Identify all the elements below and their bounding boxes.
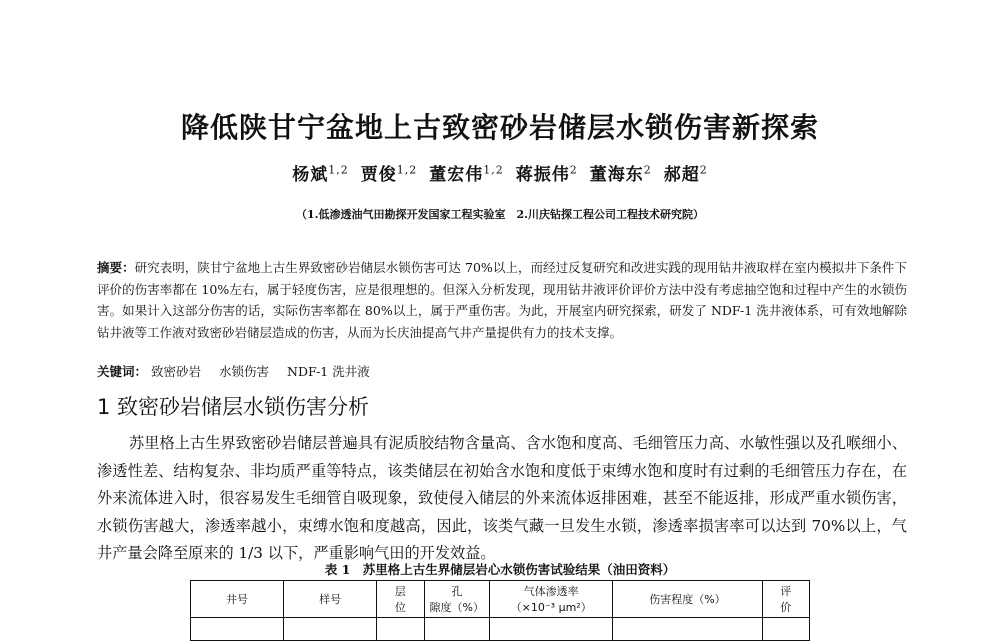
col-header-sample: 样号 <box>284 581 377 618</box>
keyword: 水锁伤害 <box>219 364 270 379</box>
author-affil-mark: 1,2 <box>396 163 418 177</box>
paper-title: 降低陕甘宁盆地上古致密砂岩储层水锁伤害新探索 <box>180 111 819 144</box>
author <box>292 165 349 185</box>
col-header-damage: 伤害程度（%） <box>613 581 762 618</box>
author-name: 董海东 <box>589 165 644 185</box>
author-name: 郝超 <box>663 165 700 185</box>
affiliations: （1.低渗透油气田勘探开发国家工程实验室 2.川庆钻探工程公司工程技术研究院） <box>296 208 704 221</box>
author-name: 杨斌 <box>292 165 329 185</box>
author-affil-mark: 2 <box>699 163 708 177</box>
results-table <box>190 580 810 641</box>
keywords <box>97 362 907 380</box>
author-name: 蒋振伟 <box>515 165 570 185</box>
table-row <box>191 618 810 641</box>
author-affil-mark: 2 <box>569 163 578 177</box>
col-header-evaluation: 评 价 <box>762 581 809 618</box>
author <box>516 165 578 185</box>
author-list <box>0 160 1000 185</box>
author-affil-mark: 1,2 <box>328 163 349 177</box>
author <box>429 165 504 185</box>
author-name: 贾俊 <box>360 165 397 185</box>
section-heading: 1 致密砂岩储层水锁伤害分析 <box>97 395 370 419</box>
keywords-label: 关键词： <box>97 364 148 379</box>
abstract-text: 研究表明，陕甘宁盆地上古生界致密砂岩储层水锁伤害可达 70%以上，而经过反复研究和改进实践的现用钻井液取样在室内模拟井下条件下评价的伤害率都在 10%左右，属于轻度伤害，应是很理想的。但深入分析发现，现用钻井液评价评价方法中没有考虑抽空饱和过程中产生的水锁伤害。如果计入这部分伤害的话，实际伤害率都在 80%以上，属于严重伤害。为此，开展室内研究探索，研发了 NDF-1 洗井液体系，可有效地解除钻井液等工作液对致密砂岩储层造成的伤害，从而为长庆油提高气井产量提供有力的技术支撑。 <box>97 260 907 340</box>
body-paragraph: 苏里格上古生界致密砂岩储层普遍具有泥质胶结物含量高、含水饱和度高、毛细管压力高、水敏性强以及孔喉细小、渗透性差、结构复杂、非均质严重等特点，该类储层在初始含水饱和度低于束缚水饱和度时有过剩的毛细管压力存在，在外来流体进入时，很容易发生毛细管自吸现象，致使侵入储层的外来流体返排困难，甚至不能返排，形成严重水锁伤害，水锁伤害越大，渗透率越小，束缚水饱和度越高，因此，该类气藏一旦发生水锁，渗透率损害率可以达到 70%以上，气井产量会降至原来的 1/3 以下，严重影响气田的开发效益。 <box>97 434 907 562</box>
abstract <box>97 257 907 343</box>
col-header-layer: 层 位 <box>377 581 424 618</box>
keyword: NDF-1 洗井液 <box>287 364 370 379</box>
table-header-row <box>191 581 810 618</box>
col-header-porosity: 孔 隙度（%） <box>424 581 490 618</box>
table-caption: 表 1 苏里格上古生界储层岩心水锁伤害试验结果（油田资料） <box>324 562 676 577</box>
author <box>361 165 418 185</box>
keyword: 致密砂岩 <box>151 364 202 379</box>
col-header-permeability: 气体渗透率 （×10⁻³ μm²） <box>490 581 613 618</box>
author <box>664 165 708 185</box>
author <box>590 165 652 185</box>
col-header-well: 井号 <box>191 581 284 618</box>
abstract-label: 摘要： <box>97 260 135 275</box>
author-name: 董宏伟 <box>429 165 484 185</box>
author-affil-mark: 2 <box>643 163 652 177</box>
author-affil-mark: 1,2 <box>483 163 504 177</box>
